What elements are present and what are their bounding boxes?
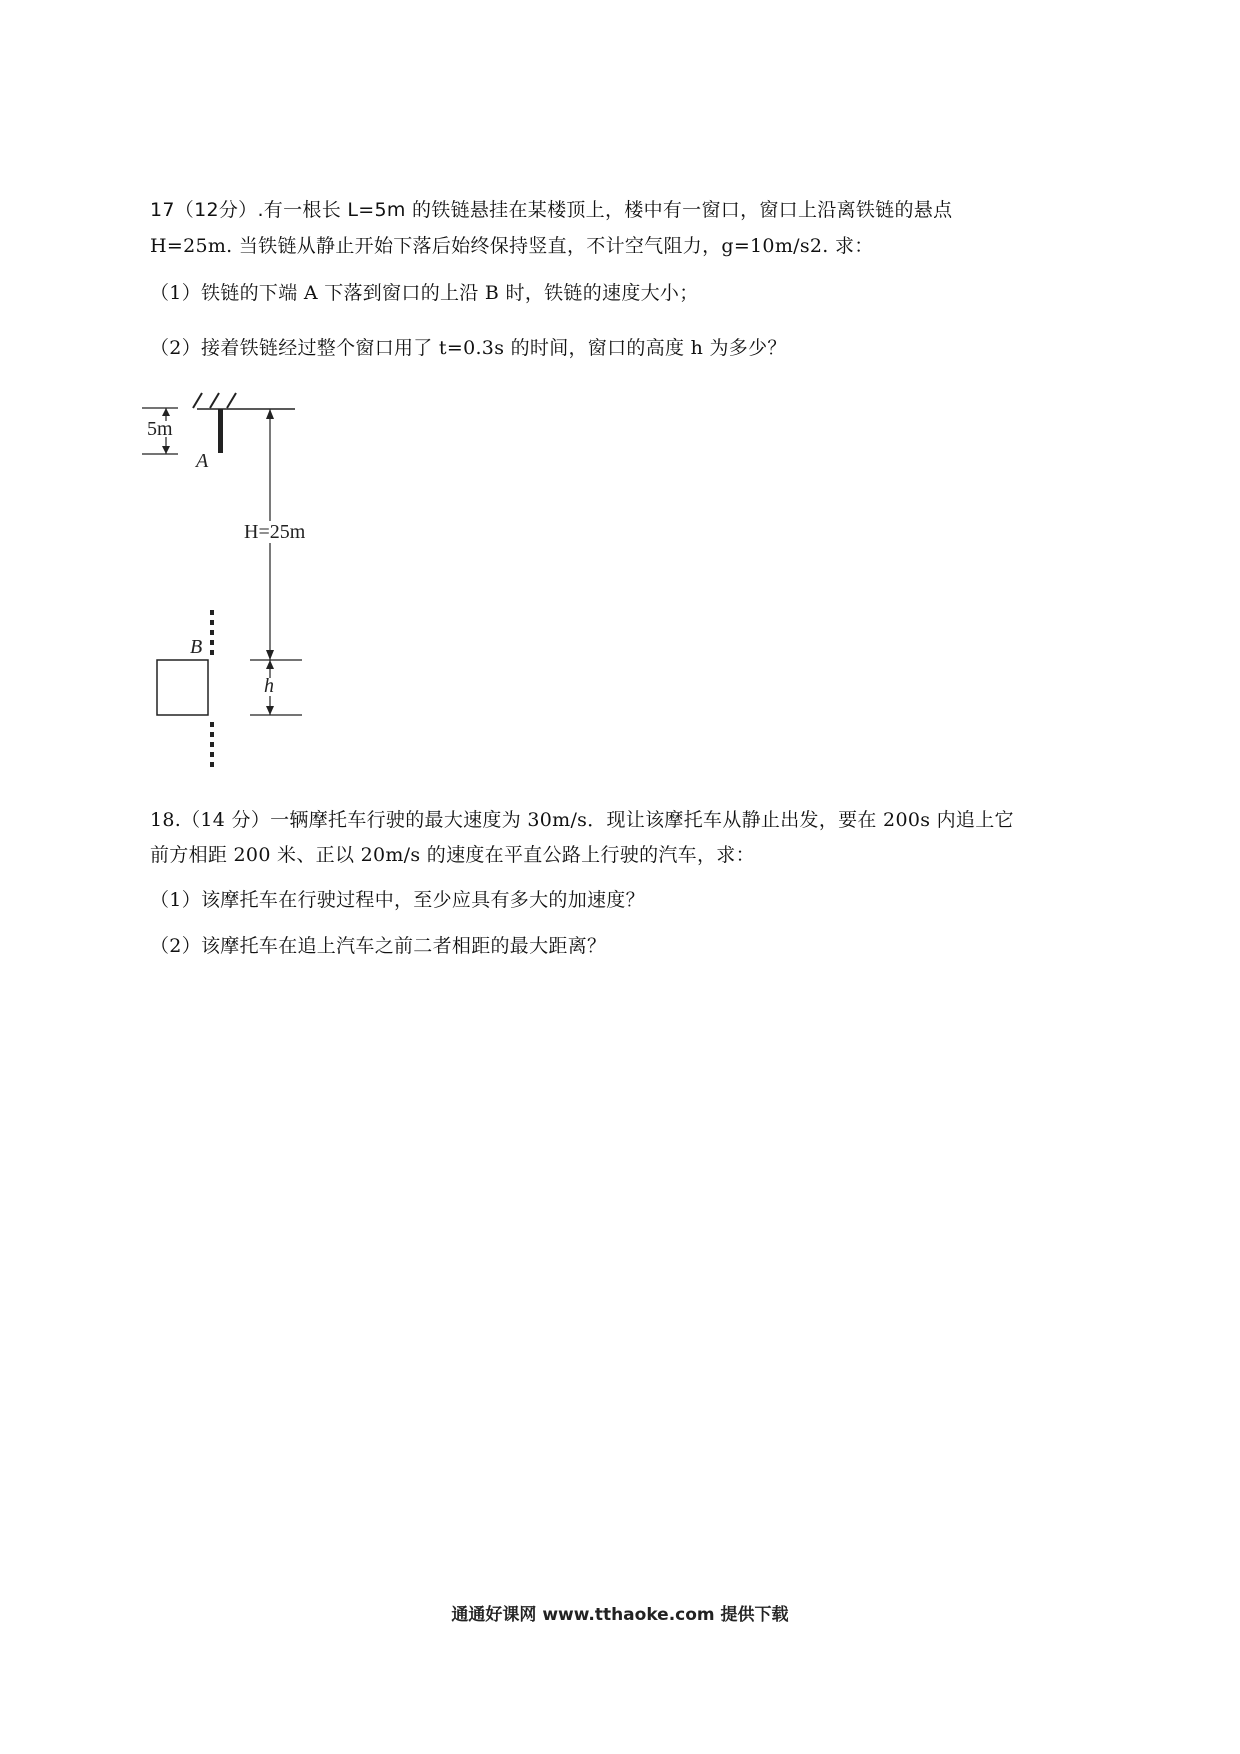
label-H-25m: H=25m xyxy=(244,521,306,543)
label-5m: 5m xyxy=(147,418,173,440)
arrowhead-H-top xyxy=(266,409,274,419)
q18-subquestion-2: （2）该摩托车在追上汽车之前二者相距的最大距离？ xyxy=(150,935,607,957)
arrowhead-5m-bottom xyxy=(162,446,170,454)
q17-line-1: 17（12分）.有一根长 L=5m 的铁链悬挂在某楼顶上，楼中有一窗口，窗口上沿离铁链的悬点 xyxy=(150,199,953,221)
dotted-wall-upper xyxy=(210,610,214,655)
iron-chain xyxy=(218,409,223,453)
q17-subquestion-2: （2）接着铁链经过整个窗口用了 t=0.3s 的时间，窗口的高度 h 为多少？ xyxy=(150,337,787,359)
label-h: h xyxy=(264,675,274,697)
q18-line-2: 前方相距 200 米、正以 20m/s 的速度在平直公路上行驶的汽车，求： xyxy=(150,844,755,866)
label-a: A xyxy=(196,450,209,472)
chain-window-diagram xyxy=(140,388,320,773)
arrowhead-5m-top xyxy=(162,408,170,416)
q18-line-1: 18.（14 分）一辆摩托车行驶的最大速度为 30m/s．现让该摩托车从静止出发，要在 200s 内追上它 xyxy=(150,809,1014,831)
dotted-wall-lower xyxy=(210,722,214,767)
q17-subquestion-1: （1）铁链的下端 A 下落到窗口的上沿 B 时，铁链的速度大小； xyxy=(150,282,699,304)
footer-source: 通通好课网 www.tthaoke.com 提供下载 xyxy=(451,1605,789,1625)
window-square xyxy=(157,660,208,715)
arrowhead-h-bottom xyxy=(266,706,274,715)
q18-subquestion-1: （1）该摩托车在行驶过程中，至少应具有多大的加速度？ xyxy=(150,889,645,911)
label-b: B xyxy=(190,636,203,658)
ceiling-hatch xyxy=(193,393,236,408)
q17-line-2: H=25m. 当铁链从静止开始下落后始终保持竖直，不计空气阻力，g=10m/s2. 求： xyxy=(150,235,874,257)
arrowhead-H-bottom xyxy=(266,650,274,660)
arrowhead-h-top xyxy=(266,660,274,669)
